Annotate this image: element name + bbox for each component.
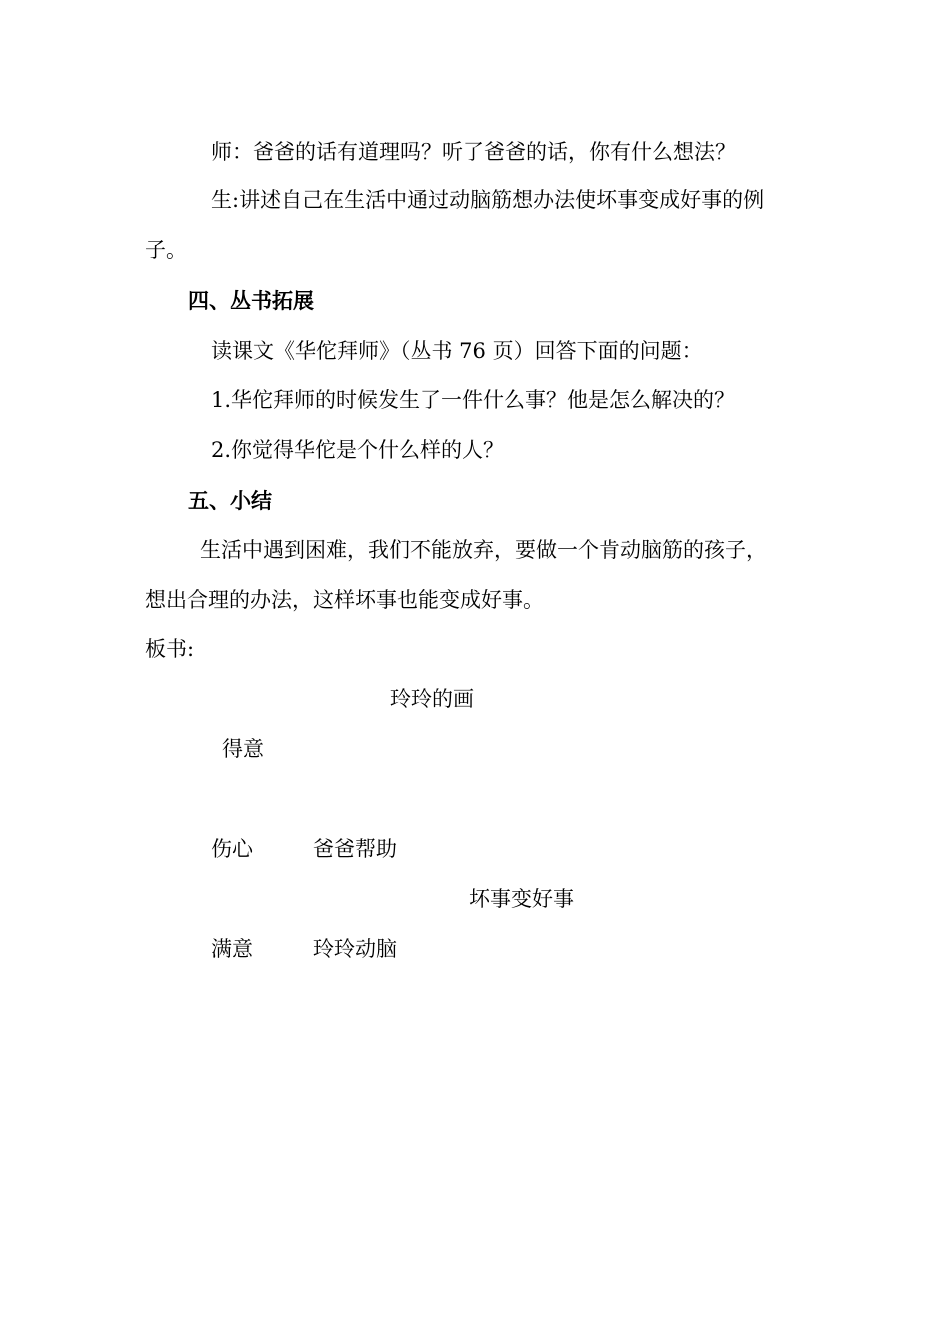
board-lingling-thinks: 玲玲动脑 (313, 937, 397, 961)
question-1: 1.华佗拜师的时候发生了一件什么事？他是怎么解决的？ (211, 388, 736, 412)
student-response-line-2: 子。 (145, 238, 187, 262)
student-response-line-1: 生:讲述自己在生活中通过动脑筋想办法使坏事变成好事的例 (211, 188, 765, 212)
summary-line-1: 生活中遇到困难，我们不能放弃，要做一个肯动脑筋的孩子， (200, 538, 767, 562)
reading-instruction: 读课文《华佗拜师》（丛书 76 页）回答下面的问题： (211, 339, 703, 363)
question-2: 2.你觉得华佗是个什么样的人？ (211, 438, 505, 462)
board-feeling-satisfied: 满意 (211, 937, 253, 961)
section-4-heading: 四、丛书拓展 (188, 288, 314, 313)
teacher-question: 师：爸爸的话有道理吗？听了爸爸的话，你有什么想法？ (211, 140, 736, 164)
board-title: 玲玲的画 (390, 687, 474, 711)
board-label: 板书: (145, 637, 195, 661)
board-feeling-proud: 得意 (222, 737, 264, 761)
summary-line-2: 想出合理的办法，这样坏事也能变成好事。 (145, 588, 544, 612)
section-5-heading: 五、小结 (188, 488, 272, 513)
board-father-help: 爸爸帮助 (313, 837, 397, 861)
board-result: 坏事变好事 (469, 887, 574, 911)
board-feeling-sad: 伤心 (211, 837, 253, 861)
